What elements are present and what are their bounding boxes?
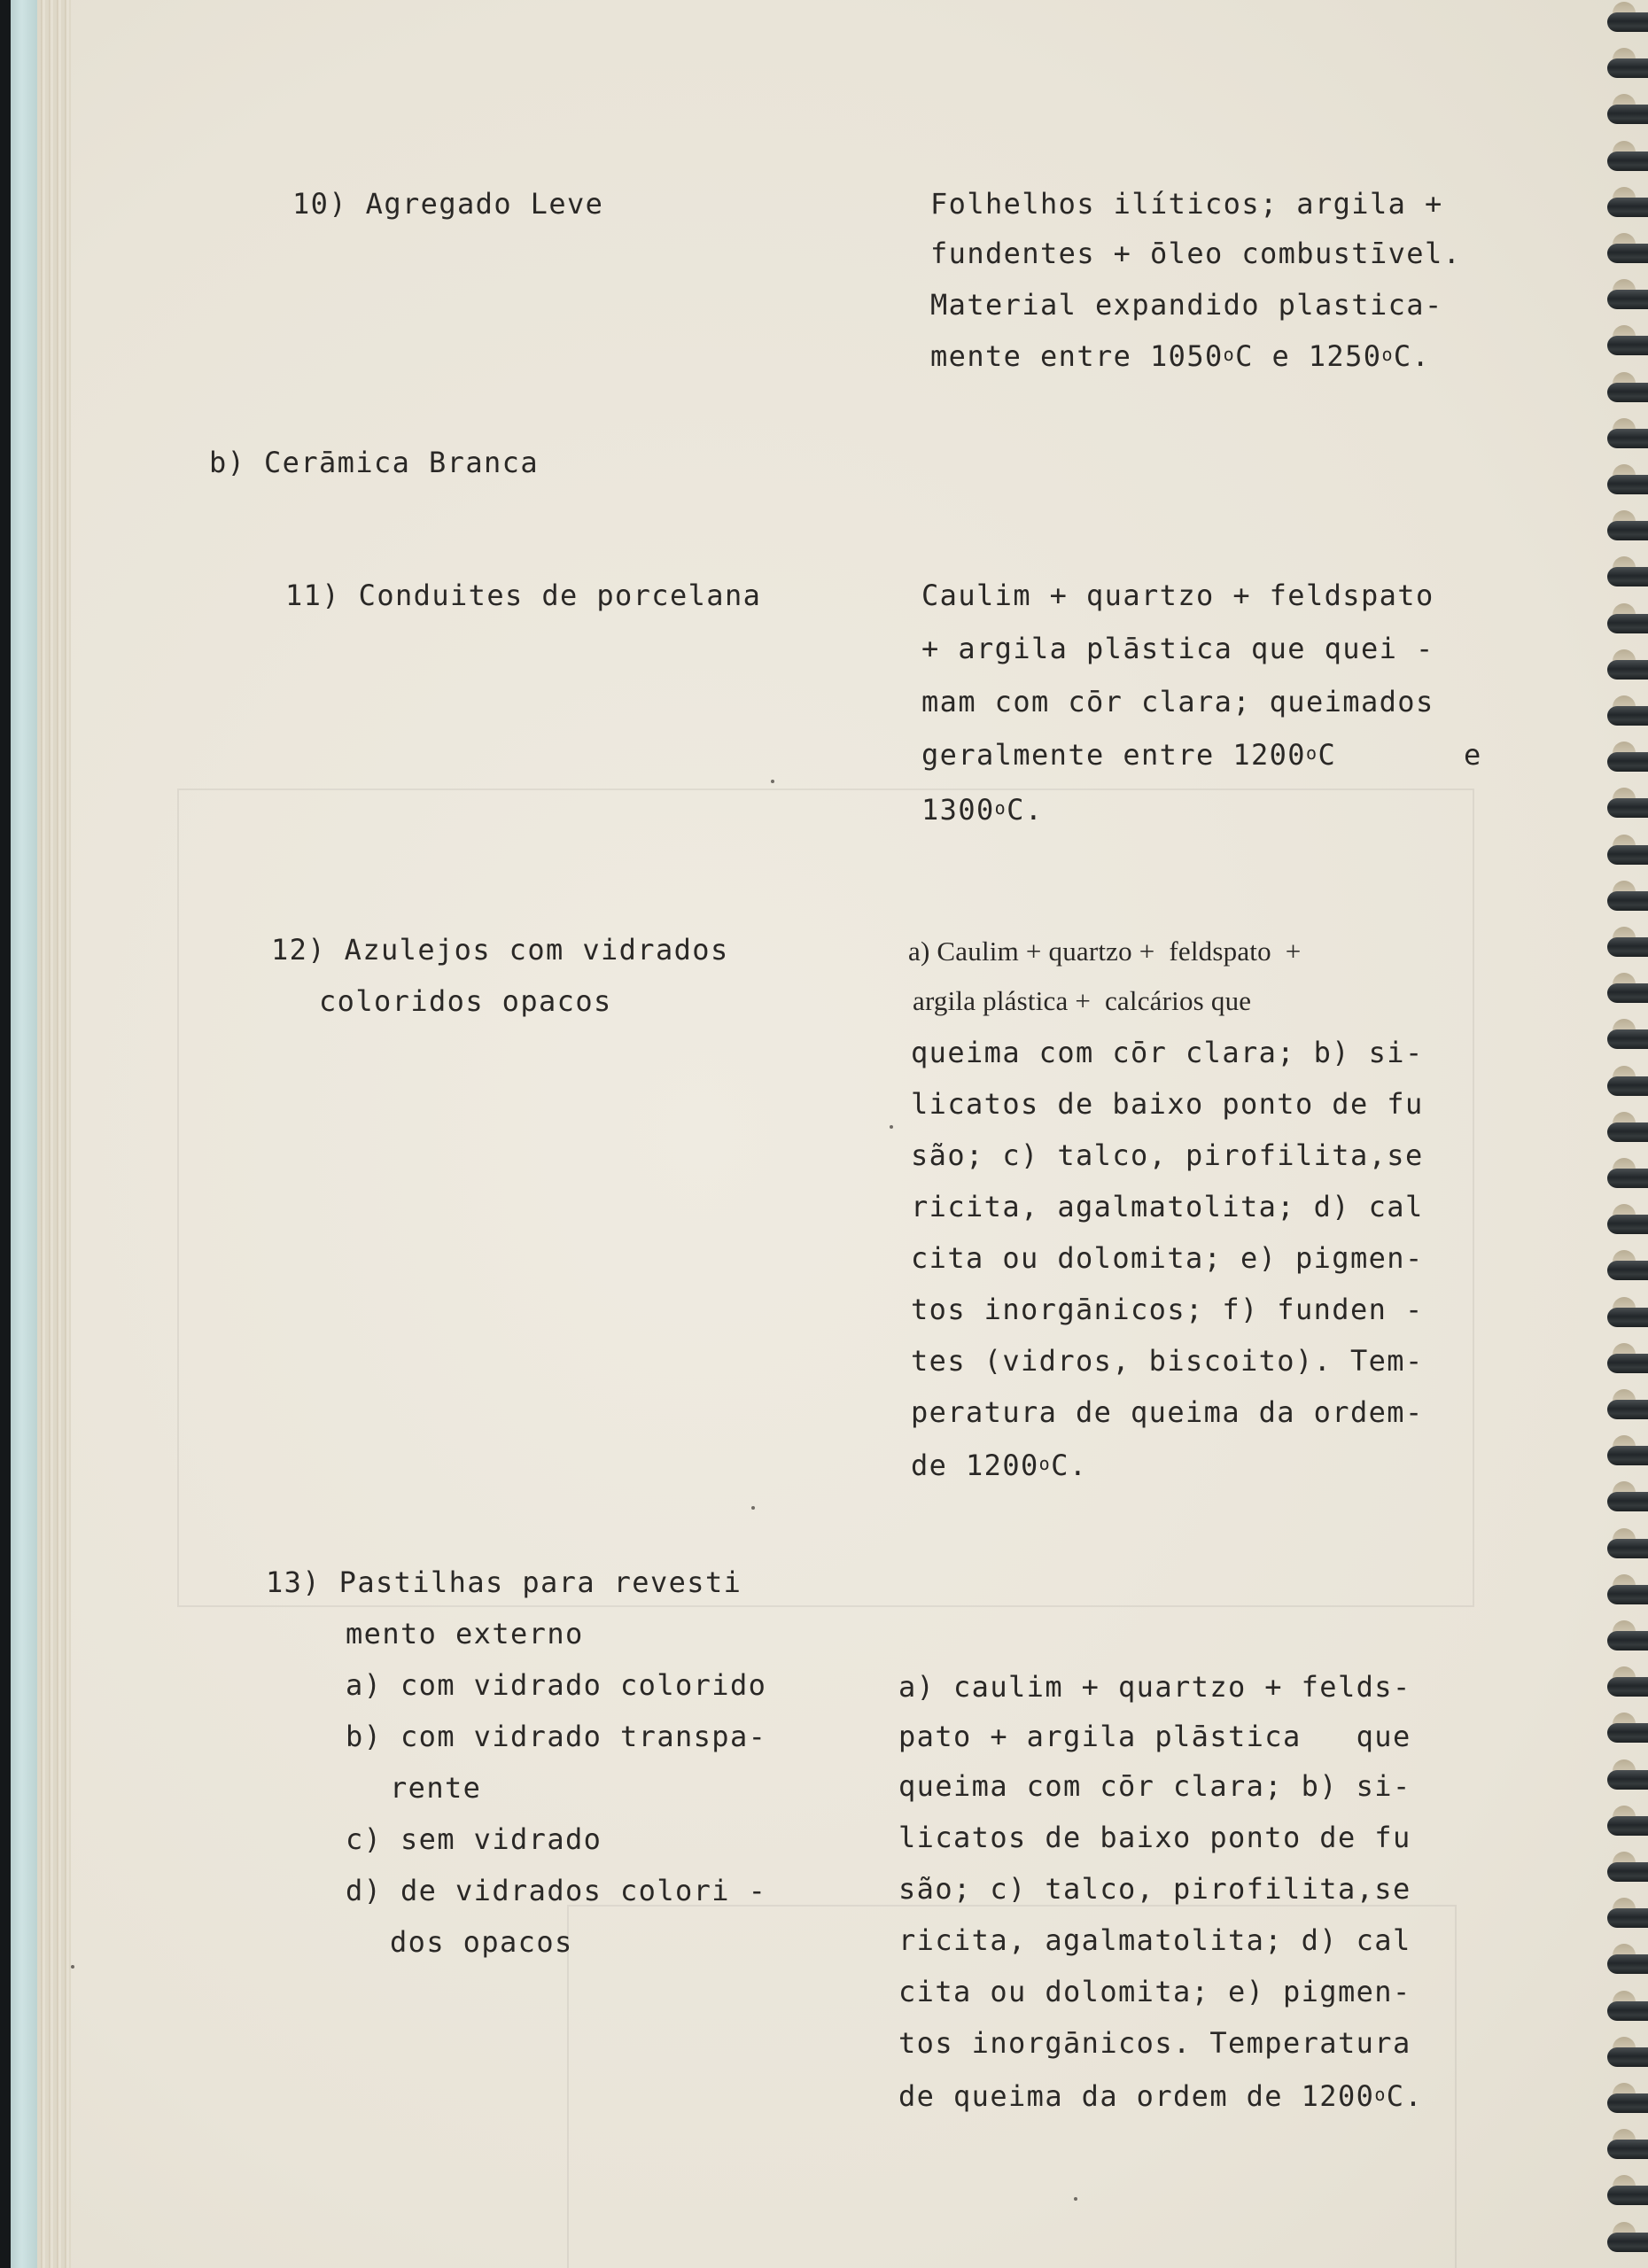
item-11-material-word: e [1464,738,1482,772]
item-13-material-line: cita ou dolomita; e) pigmen- [898,1975,1411,2008]
spiral-ring [1607,336,1648,355]
spiral-ring [1607,706,1648,726]
scan-border [0,0,11,2268]
spiral-ring [1607,429,1648,448]
item-11-material-line: mam com cōr clara; queimados [921,685,1434,718]
item-12-material-line: licatos de baixo ponto de fu [911,1087,1424,1121]
spiral-ring [1607,937,1648,957]
spiral-ring [1607,198,1648,217]
item-13-material-line: pato + argila plāstica que [898,1720,1411,1753]
spiral-ring [1607,521,1648,540]
spiral-ring [1607,58,1648,78]
item-13-material-line: são; c) talco, pirofilita,se [898,1872,1411,1906]
item-13-material-line: de queima da ordem de 1200$^o$C. [898,2079,1424,2113]
spiral-ring [1607,1169,1648,1188]
spiral-ring [1607,2186,1648,2205]
item-13-variant: d) de vidrados colori - [346,1874,767,1907]
spiral-ring [1607,2233,1648,2252]
scan-speck [890,1125,893,1129]
spiral-ring [1607,1446,1648,1465]
item-11-material-line: + argila plāstica que quei - [921,632,1434,665]
scan-speck [771,780,774,783]
spiral-ring [1607,12,1648,32]
spiral-ring [1607,1631,1648,1651]
spiral-ring [1607,1492,1648,1511]
item-12-material-line: tos inorgānicos; f) funden - [911,1293,1424,1326]
item-13-material-line: a) caulim + quartzo + felds- [898,1670,1411,1704]
spiral-binding [1604,0,1648,2268]
spiral-ring [1607,1308,1648,1327]
spiral-ring [1607,1954,1648,1974]
item-10-product: 10) Agregado Leve [292,187,604,221]
spiral-ring [1607,1261,1648,1280]
scan-speck [1074,2197,1077,2201]
spiral-ring [1607,2093,1648,2113]
spiral-ring [1607,1076,1648,1096]
spiral-ring [1607,1770,1648,1790]
spiral-ring [1607,567,1648,586]
spiral-ring [1607,1677,1648,1697]
item-12-material-line: argila plástica + calcários que [913,985,1252,1016]
item-13-variant: c) sem vidrado [346,1822,602,1856]
item-10-material-line: mente entre 1050$^o$C e 1250$^o$C. [930,339,1431,373]
item-10-material-line: Material expandido plastica- [930,288,1443,322]
spiral-ring [1607,2047,1648,2067]
spiral-ring [1607,2140,1648,2159]
item-11-material-line: Caulim + quartzo + feldspato [921,579,1434,612]
spiral-ring [1607,105,1648,124]
spiral-ring [1607,290,1648,309]
spiral-ring [1607,1585,1648,1604]
item-13-material-line: ricita, agalmatolita; d) cal [898,1923,1411,1957]
scan-speck [751,1506,755,1510]
item-13-product: 13) Pastilhas para revesti [266,1565,742,1599]
item-12-material-line: de 1200$^o$C. [911,1449,1088,1482]
spiral-ring [1607,1400,1648,1419]
item-12-material-line: tes (vidros, biscoito). Tem- [911,1344,1424,1378]
page-stack-edges [37,0,73,2268]
item-13-variant-cont: rente [390,1771,482,1805]
spiral-ring [1607,2001,1648,2021]
spiral-ring [1607,752,1648,772]
spiral-ring [1607,475,1648,494]
item-12-product-cont: coloridos opacos [319,984,612,1018]
spiral-ring [1607,798,1648,818]
spiral-ring [1607,845,1648,865]
spiral-ring [1607,1908,1648,1928]
spiral-ring [1607,1539,1648,1558]
section-heading-ceramica-branca: b) Cerāmica Branca [209,446,539,479]
blue-binding-edge [11,0,37,2268]
item-12-material-line: a) Caulim + quartzo + feldspato + [908,936,1302,967]
spiral-ring [1607,1816,1648,1836]
item-13-variant: a) com vidrado colorido [346,1668,767,1702]
item-10-material-line: fundentes + ōleo combustīvel. [930,237,1462,270]
spiral-ring [1607,614,1648,633]
item-11-material-line: geralmente entre 1200$^o$C [921,738,1337,772]
spiral-ring [1607,151,1648,171]
spiral-ring [1607,1029,1648,1049]
item-13-material-line: licatos de baixo ponto de fu [898,1821,1411,1854]
spiral-ring [1607,1215,1648,1234]
scan-speck [71,1965,74,1969]
spiral-ring [1607,1862,1648,1882]
spiral-ring [1607,983,1648,1003]
spiral-ring [1607,891,1648,911]
item-12-material-line: peratura de queima da ordem- [911,1395,1424,1429]
item-13-material-line: tos inorgānicos. Temperatura [898,2026,1411,2060]
spiral-ring [1607,1122,1648,1142]
item-13-variant-cont: dos opacos [390,1925,573,1959]
spiral-ring [1607,383,1648,402]
item-13-product-cont: mento externo [346,1617,584,1651]
spiral-ring [1607,1723,1648,1743]
item-12-material-line: são; c) talco, pirofilita,se [911,1138,1424,1172]
item-10-material-line: Folhelhos ilíticos; argila + [930,187,1443,221]
item-11-material-line: 1300$^o$C. [921,793,1044,827]
spiral-ring [1607,244,1648,263]
item-12-material-line: queima com cōr clara; b) si- [911,1036,1424,1069]
item-13-variant: b) com vidrado transpa- [346,1720,767,1753]
item-12-product: 12) Azulejos com vidrados [271,933,729,967]
item-12-material-line: ricita, agalmatolita; d) cal [911,1190,1424,1223]
item-12-material-line: cita ou dolomita; e) pigmen- [911,1241,1424,1275]
spiral-ring [1607,1354,1648,1373]
item-13-material-line: queima com cōr clara; b) si- [898,1769,1411,1803]
item-11-product: 11) Conduites de porcelana [285,579,762,612]
spiral-ring [1607,660,1648,680]
